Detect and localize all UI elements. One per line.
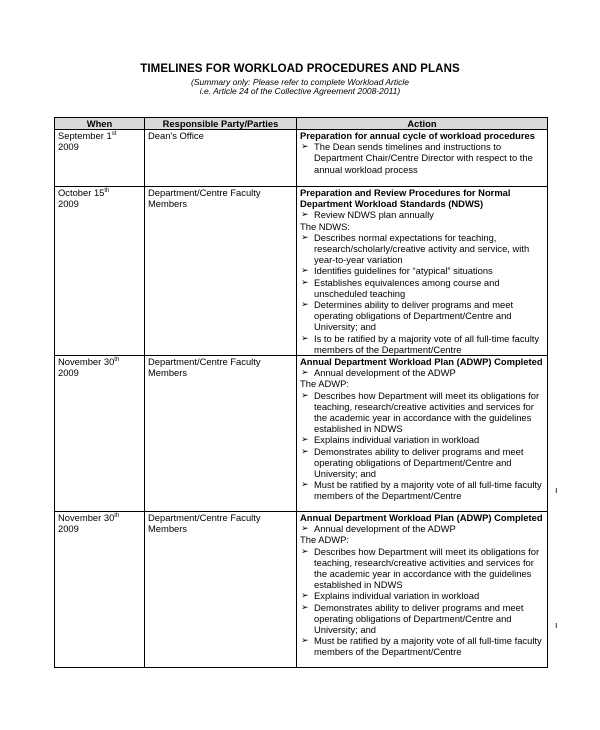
action-title: Preparation for annual cycle of workload procedures (300, 130, 535, 141)
responsible-party-cell: Department/Centre Faculty Members (145, 356, 297, 512)
bullet-text: Must be ratified by a majority vote of all full-time faculty members of the Department/Centre (314, 635, 542, 658)
table-row (55, 512, 548, 668)
arrowhead-bullet-icon: ➢ (301, 332, 309, 343)
when-date: November 30 (58, 356, 115, 368)
action-bullet-item (300, 333, 544, 355)
arrowhead-bullet-icon: ➢ (301, 545, 309, 556)
when-year: 2009 (58, 367, 79, 379)
bullet-text: Describes how Department will meet its obligations for teaching, research/creative activities and services for the academic year in accordance with the guidelines established in NDWS (314, 545, 540, 591)
when-year: 2009 (58, 523, 79, 535)
margin-mark: ı (555, 485, 558, 495)
action-title: Annual Department Workload Plan (ADWP) Completed (300, 512, 543, 524)
responsible-party-cell: Dean's Office (145, 130, 297, 187)
action-subheading: The ADWP: (300, 534, 349, 546)
margin-mark: ı (555, 620, 558, 630)
bullet-text: Explains individual variation in workload (314, 590, 480, 602)
arrowhead-bullet-icon: ➢ (301, 265, 309, 276)
bullet-text: Annual development of the ADWP (314, 367, 456, 379)
arrowhead-bullet-icon: ➢ (301, 367, 309, 378)
bullet-text: Annual development of the ADWP (314, 523, 456, 535)
bullet-text: Demonstrates ability to deliver programs and meet operating obligations of Department/Centre and University; and (314, 601, 524, 636)
arrowhead-bullet-icon: ➢ (301, 299, 309, 310)
bullet-text: The Dean sends timelines and instructions to Department Chair/Centre Director with respect to the annual workload process (314, 141, 533, 175)
arrowhead-bullet-icon: ➢ (301, 276, 309, 287)
action-bullet-item (300, 446, 544, 480)
document-title: TIMELINES FOR WORKLOAD PROCEDURES AND PLANS (140, 63, 460, 75)
when-cell (55, 356, 145, 512)
action-bullet-item (300, 299, 544, 333)
action-bullet-item (300, 367, 544, 378)
when-date: October 15 (58, 187, 105, 198)
action-subheading: The ADWP: (300, 378, 349, 390)
action-bullet-item (300, 479, 544, 501)
action-cell (297, 187, 548, 356)
document-subtitle-1: (Summary only: Please refer to complete Workload Article (191, 77, 409, 87)
bullet-text: Review NDWS plan annually (314, 209, 434, 221)
action-bullet-item (300, 265, 544, 276)
when-date-suffix: th (114, 512, 120, 519)
action-bullet-item (300, 277, 544, 299)
when-date: September 1 (58, 130, 112, 141)
action-bullet-item (300, 602, 544, 636)
arrowhead-bullet-icon: ➢ (301, 231, 309, 242)
table-row (55, 130, 548, 187)
when-year: 2009 (58, 141, 79, 153)
bullet-text: Must be ratified by a majority vote of all full-time faculty members of the Department/Centre (314, 479, 542, 502)
arrowhead-bullet-icon: ➢ (301, 141, 309, 152)
action-subheading: The NDWS: (300, 220, 351, 232)
action-bullet-item (300, 434, 544, 445)
table-header-row (55, 118, 548, 130)
header-party: Responsible Party/Parties (145, 118, 297, 130)
timeline-table (54, 117, 548, 668)
responsible-party-cell: Department/Centre Faculty Members (145, 187, 297, 356)
action-title: Preparation and Review Procedures for Normal Department Workload Standards (NDWS) (300, 187, 511, 210)
when-cell (55, 130, 145, 187)
when-date-suffix: th (114, 356, 120, 363)
arrowhead-bullet-icon: ➢ (301, 209, 309, 220)
document-subtitle-2: i.e. Article 24 of the Collective Agreement 2008-2011) (199, 86, 401, 96)
action-bullet-item (300, 209, 544, 220)
action-cell (297, 130, 548, 187)
bullet-text: Describes normal expectations for teaching, research/scholarly/creative activity and service, with year-to-year variation (314, 231, 530, 266)
bullet-text: Establishes equivalences among course and unscheduled teaching (314, 276, 500, 299)
header-when: When (55, 118, 145, 130)
arrowhead-bullet-icon: ➢ (301, 590, 309, 601)
when-cell (55, 187, 145, 356)
bullet-text: Determines ability to deliver programs and meet operating obligations of Department/Centre and University; and (314, 299, 514, 333)
action-bullet-item (300, 141, 544, 175)
arrowhead-bullet-icon: ➢ (301, 601, 309, 612)
action-bullet-item (300, 546, 544, 591)
bullet-text: Explains individual variation in workload (314, 434, 480, 446)
bullet-text: Identifies guidelines for “atypical” situations (314, 265, 493, 277)
action-bullet-item (300, 232, 544, 266)
bullet-text: Is to be ratified by a majority vote of all full-time faculty members of the Department/Centre (314, 332, 540, 355)
action-cell (297, 512, 548, 668)
bullet-text: Demonstrates ability to deliver programs and meet operating obligations of Department/Centre and University; and (314, 445, 524, 480)
bullet-text: Describes how Department will meet its obligations for teaching, research/creative activities and services for the academic year in accordance with the guidelines established in NDWS (314, 389, 540, 435)
arrowhead-bullet-icon: ➢ (301, 445, 309, 456)
when-date: November 30 (58, 512, 115, 524)
action-bullet-item (300, 635, 544, 657)
arrowhead-bullet-icon: ➢ (301, 523, 309, 534)
table-row (55, 356, 548, 512)
action-cell (297, 356, 548, 512)
when-year: 2009 (58, 198, 79, 210)
arrowhead-bullet-icon: ➢ (301, 434, 309, 445)
arrowhead-bullet-icon: ➢ (301, 479, 309, 490)
table-row (55, 187, 548, 356)
when-date-suffix: st (111, 130, 117, 137)
header-action: Action (297, 118, 548, 130)
arrowhead-bullet-icon: ➢ (301, 389, 309, 400)
action-bullet-item (300, 590, 544, 601)
action-bullet-item (300, 390, 544, 435)
action-bullet-item (300, 523, 544, 534)
arrowhead-bullet-icon: ➢ (301, 635, 309, 646)
when-date-suffix: th (104, 187, 110, 194)
when-cell (55, 512, 145, 668)
responsible-party-cell: Department/Centre Faculty Members (145, 512, 297, 668)
action-title: Annual Department Workload Plan (ADWP) Completed (300, 356, 543, 368)
